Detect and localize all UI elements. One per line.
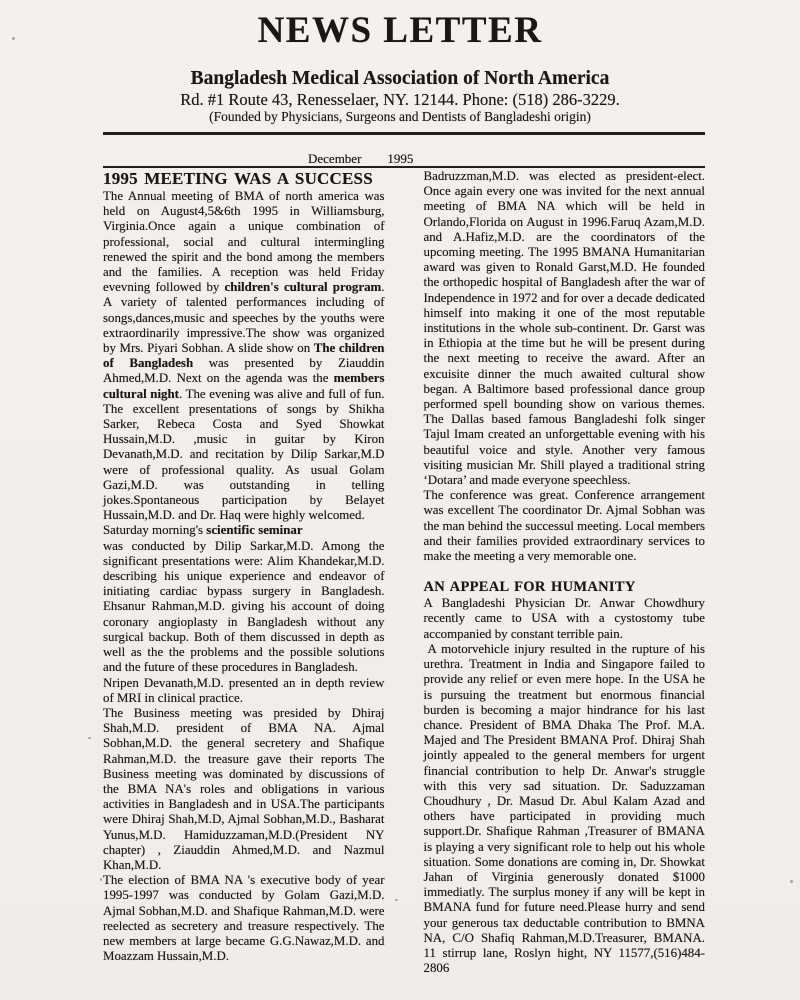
article-columns <box>103 169 705 976</box>
bold-run: scientific seminar <box>206 523 303 538</box>
date-year: 1995 <box>387 151 414 166</box>
dateline <box>103 152 705 168</box>
article-heading-meeting: 1995 MEETING WAS A SUCCESS <box>103 169 373 188</box>
horizontal-rule <box>103 132 705 152</box>
bold-run: members cultural night <box>103 371 385 401</box>
scan-speck <box>100 878 102 881</box>
meeting-paragraph-1 <box>103 189 385 523</box>
mri-paragraph: Nripen Devanath,M.D. presented an in depth review of MRI in clinical practice. <box>103 675 385 705</box>
org-name: Bangladesh Medical Association of North America <box>190 68 610 89</box>
text-run: was presented by Ziauddin Ahmed,M.D. Next on the agenda was the <box>103 356 385 386</box>
scan-speck <box>395 899 398 901</box>
scan-speck <box>88 737 91 739</box>
left-column <box>103 169 385 976</box>
scan-speck <box>12 37 15 40</box>
date-month: December <box>308 151 362 166</box>
appeal-paragraph-1: A Bangladeshi Physician Dr. Anwar Chowdhury recently came to USA with a cystostomy tube accompanied by constant terrible pain. <box>423 596 705 641</box>
bold-run: children's cultural program <box>224 280 382 295</box>
scan-speck <box>790 880 793 883</box>
meeting-paragraph-2: Badruzzman,M.D. was elected as president-elect. Once again every one was invited for the next annual meeting of BMA NA which will be held in Orlando,Florida on August in 1996.Faruq Azam,M.D. and A.Hafiz,M.D. are the coordinators of the upcoming meeting. The 1995 BMANA Humanitarian award was given to Ronald Garst,M.D. He founded the orthopedic hospital of Bangladesh after the war of Independence in 1972 and for over a decade dedicated himself into making it one of the most reputable institutions in the whole sub-continent. Dr. Garst was in Ethiopia at the time but he will be present during the next meeting to receive the award. After an excuisite dinner the much awaited cultural show began. A Baltimore based professional dance group performed spell bounding show on various themes. The Dallas based famous Bangladeshi folk singer Tajul Imam created an unforgettable evening with his beautiful voice and style. Another very famous visiting musician Mr. Shill played a traditional string ‘Dotara’ and made everyone speechless. <box>423 169 705 488</box>
org-founded-line: (Founded by Physicians, Surgeons and Dentists of Bangladeshi origin) <box>209 109 591 124</box>
newsletter-title: NEWS LETTER <box>257 10 543 51</box>
header-rules <box>103 132 705 168</box>
bold-run: The children of Bangladesh <box>103 341 385 371</box>
appeal-paragraph-2: A motorvehicle injury resulted in the rupture of his urethra. Treatment in India and Singapore failed to provide any relief or even mere hope. In the USA he is pursuing the treatment but enormous financial burden is becoming a major hindrance for his last chance. President of BMA Dhaka The Prof. M.A. Majed and The President BMANA Prof. Dhiraj Shah jointly appealed to the general members for urgent financial contribution to help Dr. Anwar's struggle with this very sad situation. Dr. Saduzzaman Choudhury , Dr. Masud Dr. Abul Kalam Azad and others have participated in providing much support.Dr. Shafique Rahman ,Treasurer of BMANA is playing a very significant role to help out his whole situation. Some donations are coming in, Dr. Showkat Jahan of Virginia generously donated $1000 immediatly. The surplus money if any will be kept in BMANA fund for future need.Please hurry and send your generous tax deductable contribution to BMNA NA, C/O Shafiq Rahman,M.D.Treasurer, BMANA. 11 stirrup lane, Roslyn hight, NY 11577,(516)484-2806 <box>423 641 705 976</box>
org-address: Rd. #1 Route 43, Renesselaer, NY. 12144. Phone: (518) 286-3229. <box>180 90 620 109</box>
text-run: The Annual meeting of BMA of north america was held on August4,5&6th 1995 in Williamsburg, Virginia.Once again a unique combination of professional, social and cultural intermingling renewed the spirit and the bond among the members and the families. A reception was held Friday evevning followed by <box>103 189 385 295</box>
masthead <box>0 0 800 125</box>
election-paragraph: The election of BMA NA 's executive body of year 1995-1997 was conducted by Golam Gazi,M.D. Ajmal Sobhan,M.D. and Shafique Rahman,M.D. were reelected as secretery and treasure respectively. The new members at large became G.G.Nawaz,M.D. and Moazzam Hussain,M.D. <box>103 873 385 964</box>
article-heading-appeal: AN APPEAL FOR HUMANITY <box>423 579 636 596</box>
seminar-subhead-line <box>103 523 385 538</box>
text-run: . A variety of talented performances including of songs,dances,music and speeches by the youths were extraordinarily impressive.The show was organized by Mrs. Piyari Sobhan. A slide show on <box>103 280 385 356</box>
conference-paragraph: The conference was great. Conference arrangement was excellent The coordinator Dr. Ajmal Sobhan was the man behind the successul meeting. Local members and their families provided extraordinary services to make the meeting a very memorable one. <box>423 488 705 564</box>
business-meeting-paragraph: The Business meeting was presided by Dhiraj Shah,M.D. president of BMA NA. Ajmal Sobhan,M.D. the general secretery and Shafique Rahman,M.D. the treasure gave their reports The Business meeting was dominated by discussions of the BMA NA's roles and obligations in various activities in Bangladesh and in USA.The participants were Dhiraj Shah,M.D, Ajmal Sobhan,M.D., Basharat Yunus,M.D. Hamiduzzaman,M.D.(President NY chapter) , Ziauddin Ahmed,M.D. and Nazmul Khan,M.D. <box>103 705 385 872</box>
right-column <box>424 169 706 976</box>
seminar-paragraph: was conducted by Dilip Sarkar,M.D. Among the significant presentations were: Alim Khandekar,M.D. describing his unique experience and endeavor of initiating cardiac bypass surgery in Bangladesh. Ehsanur Rahman,M.D. giving his account of doing coronary angioplasty in Bangladesh without any surgical backup. Both of them discussed in depth as well as the the problems and the possible solutions and the future of these procedures in Bangladesh. <box>103 538 385 675</box>
text-run: . The evening was alive and full of fun. The excellent presentations of songs by Shikha Sarker, Rebeca Costa and Syed Showkat Hussain,M.D. ,music in guitar by Kiron Devanath,M.D. and recitation by Dilip Sarkar,M.D were of professional quality. As usual Golam Gazi,M.D. was outstanding in telling jokes.Spontaneous participation by Belayet Hussain,M.D. and Dr. Haq were highly welcomed. <box>103 386 385 523</box>
text-run: Saturday morning's <box>103 523 207 538</box>
